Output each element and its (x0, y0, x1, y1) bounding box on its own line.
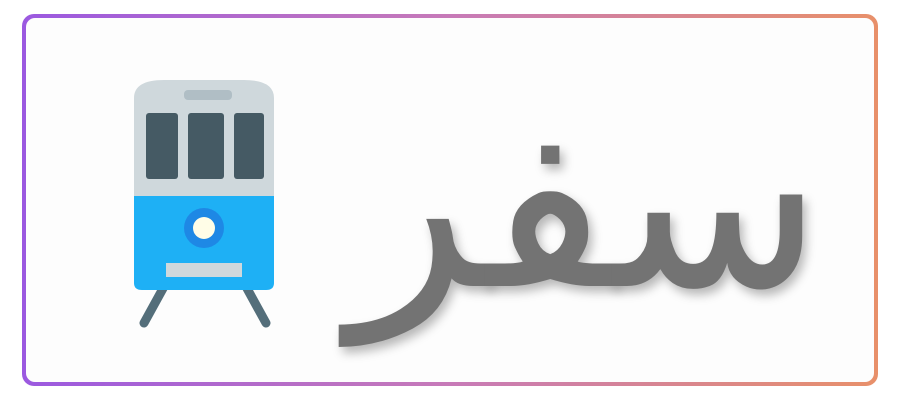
card-border (22, 14, 878, 386)
roof-sign (184, 90, 232, 100)
word-text: سفر (349, 54, 823, 345)
tram-train-svg (104, 78, 304, 328)
right-window (234, 113, 264, 179)
card (26, 18, 874, 382)
headlight (193, 217, 215, 239)
left-window (146, 113, 178, 179)
tram-train-icon (104, 78, 304, 328)
train-bumper (166, 263, 242, 277)
center-window (188, 113, 224, 179)
